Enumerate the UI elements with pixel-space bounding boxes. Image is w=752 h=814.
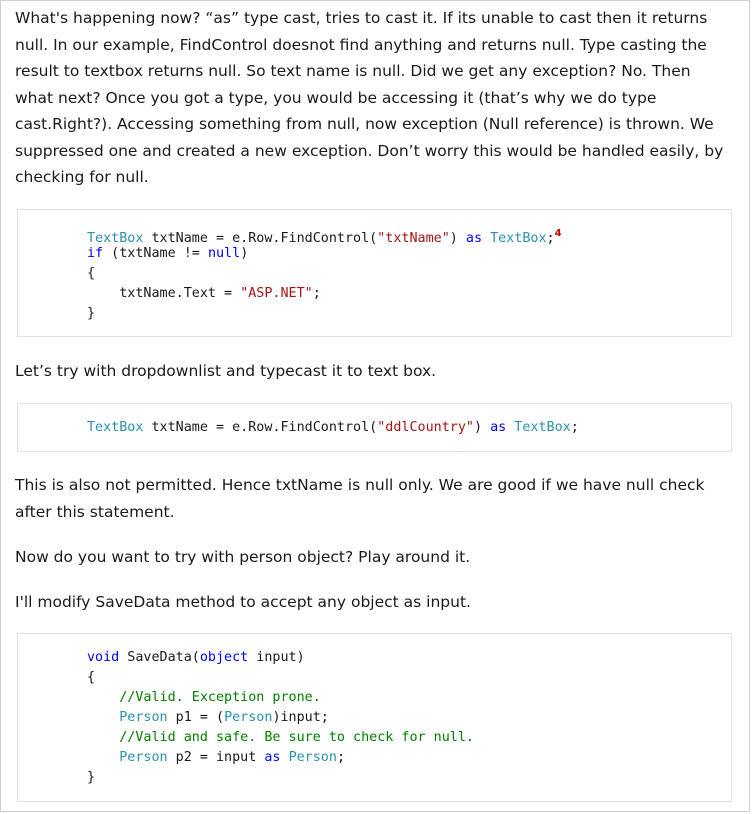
- code-line: }: [87, 306, 96, 321]
- code-line: if (txtName != null): [87, 246, 249, 261]
- code-line: txtName.Text = "ASP.NET";: [87, 286, 321, 301]
- paragraph-not-permitted: This is also not permitted. Hence txtName is null only. We are good if we have null check after this statement.: [15, 476, 705, 521]
- code-line: TextBox txtName = e.Row.FindControl("txtName") as TextBox;$^4$: [87, 228, 562, 246]
- code-line: {: [87, 670, 96, 685]
- paragraph-savedata: I'll modify SaveData method to accept any object as input.: [15, 593, 471, 611]
- code-line: //Valid. Exception prone.: [119, 690, 321, 705]
- code-line: TextBox txtName = e.Row.FindControl("ddlCountry") as TextBox;: [87, 420, 579, 435]
- code-line: Person p2 = input as Person;: [119, 750, 345, 765]
- paragraph-as-cast-explanation: What's happening now? “as” type cast, tries to cast it. If its unable to cast then it returns null. In our example, FindControl doesnot find anything and returns null. Type casting the result to textbox returns null. So text name is null. Did we get any exception? No. Then what next? Once you got a type, you would be accessing it (that’s why we do type cast.Right?). Accessing something from null, now exception (Null reference) is thrown. We suppressed one and created a new exception. Don’t worry this would be handled easily, by checking for null.: [15, 9, 724, 186]
- code-line: void SaveData(object input): [87, 650, 305, 665]
- paragraph-person-object: Now do you want to try with person object? Play around it.: [15, 548, 471, 566]
- code-block-dropdown-cast: [17, 403, 732, 452]
- code-line: //Valid and safe. Be sure to check for null.: [119, 730, 474, 745]
- code-block-textbox-cast: [17, 209, 732, 337]
- code-line: {: [87, 266, 96, 281]
- code-block-savedata: [17, 633, 732, 802]
- code-line: Person p1 = (Person)input;: [119, 710, 329, 725]
- code-line: }: [87, 770, 96, 785]
- paragraph-dropdownlist: Let’s try with dropdownlist and typecast it to text box.: [15, 362, 437, 380]
- annotation-marker: 4: [554, 228, 562, 239]
